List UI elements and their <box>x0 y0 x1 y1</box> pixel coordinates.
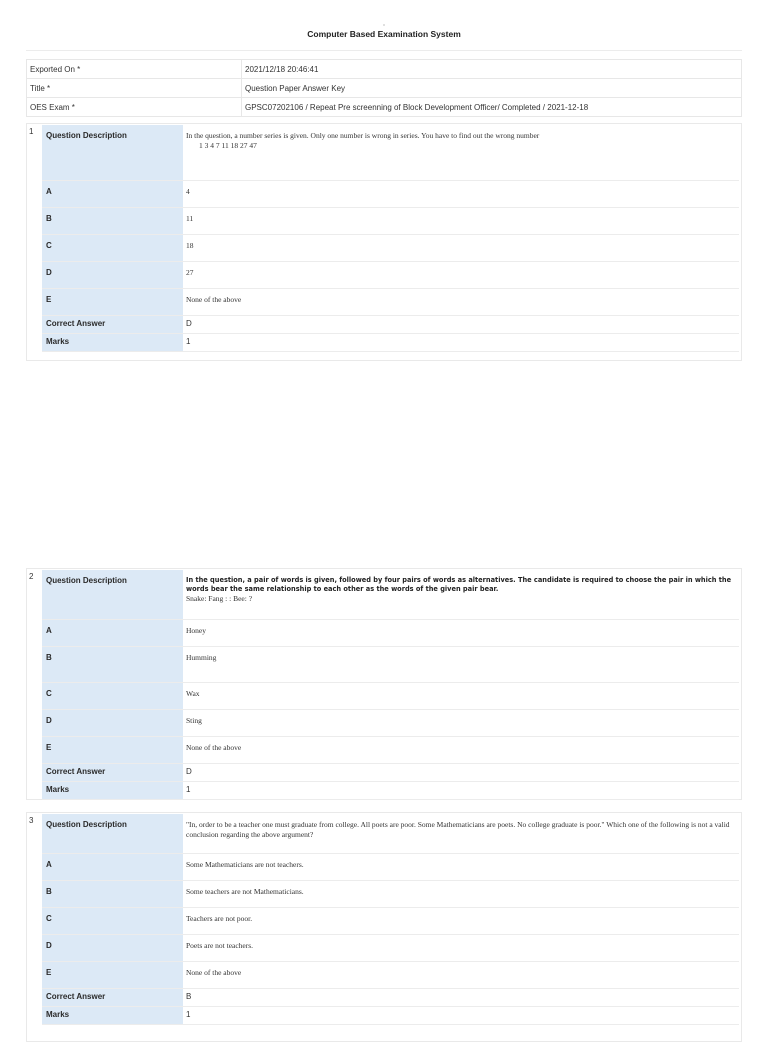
row-label: Marks <box>42 1007 183 1024</box>
row-label: D <box>42 935 183 961</box>
meta-value: GPSC07202106 / Repeat Pre screenning of Block Development Officer/ Completed / 2021-12-18 <box>242 98 742 117</box>
option-text: 18 <box>186 241 194 250</box>
option-text: Honey <box>186 626 206 635</box>
correct-answer-row <box>42 989 739 1007</box>
question-description-row <box>42 570 739 620</box>
row-label: Marks <box>42 334 183 351</box>
meta-row-oes-exam <box>27 98 742 117</box>
option-row-d <box>42 262 739 289</box>
option-text: 11 <box>186 214 194 223</box>
option-text: Humming <box>186 653 217 662</box>
meta-key: OES Exam * <box>27 98 242 117</box>
option-text: 27 <box>186 268 194 277</box>
export-meta-table <box>26 59 742 117</box>
question-text <box>183 570 739 619</box>
meta-row-exported-on <box>27 60 742 79</box>
row-label: Correct Answer <box>42 316 183 333</box>
row-label: C <box>42 908 183 934</box>
meta-row-title <box>27 79 742 98</box>
title-divider <box>26 50 742 51</box>
question-table <box>42 570 739 800</box>
marks-row <box>42 782 739 800</box>
row-label: C <box>42 235 183 261</box>
option-row-a <box>42 620 739 647</box>
correct-answer-value: D <box>186 319 192 328</box>
option-row-c <box>42 908 739 935</box>
option-text: 4 <box>186 187 190 196</box>
option-row-c <box>42 683 739 710</box>
option-text: Some Mathematicians are not teachers. <box>186 860 304 869</box>
marks-value: 1 <box>186 785 191 794</box>
row-label: A <box>42 620 183 646</box>
row-label: Marks <box>42 782 183 799</box>
question-number: 1 <box>29 127 34 136</box>
option-text: Some teachers are not Mathematicians. <box>186 887 304 896</box>
meta-value: 2021/12/18 20:46:41 <box>242 60 742 79</box>
row-label: Question Description <box>42 125 183 180</box>
question-table <box>42 814 739 1025</box>
row-label: D <box>42 262 183 288</box>
question-description-text: In the question, a pair of words is given, followed by four pairs of words as alternatives. The candidate is required to choose the pair in which the words bear the same relationship to each other as the words of the given pair bear. <box>186 576 732 593</box>
option-text: Poets are not teachers. <box>186 941 254 950</box>
row-label: E <box>42 289 183 315</box>
option-row-a <box>42 181 739 208</box>
option-text: Sting <box>186 716 202 725</box>
question-description-row <box>42 814 739 854</box>
row-label: D <box>42 710 183 736</box>
row-label: Correct Answer <box>42 989 183 1006</box>
option-text: None of the above <box>186 295 242 304</box>
correct-answer-value: B <box>186 992 192 1001</box>
question-text <box>183 125 739 180</box>
number-series: 1 3 4 7 11 18 27 47 <box>199 141 257 150</box>
marks-value: 1 <box>186 337 191 346</box>
question-description-text: "In, order to be a teacher one must graduate from college. All poets are poor. Some Mathematicians are poets. No college graduate is poor." Which one of the following is not a valid conclusion regarding the above argument? <box>186 820 730 839</box>
row-label: Correct Answer <box>42 764 183 781</box>
row-label: B <box>42 647 183 682</box>
option-row-e <box>42 289 739 316</box>
option-text: None of the above <box>186 968 242 977</box>
meta-key: Exported On * <box>27 60 242 79</box>
option-row-c <box>42 235 739 262</box>
question-number: 2 <box>29 572 34 581</box>
option-row-b <box>42 208 739 235</box>
correct-answer-row <box>42 764 739 782</box>
question-description-row <box>42 125 739 181</box>
question-number: 3 <box>29 816 34 825</box>
row-label: C <box>42 683 183 709</box>
marks-value: 1 <box>186 1010 191 1019</box>
question-block-1 <box>26 123 742 361</box>
row-label: Question Description <box>42 570 183 619</box>
option-row-a <box>42 854 739 881</box>
page-title: Computer Based Examination System <box>307 29 461 39</box>
option-text: Teachers are not poor. <box>186 914 253 923</box>
row-label: A <box>42 854 183 880</box>
row-label: Question Description <box>42 814 183 853</box>
option-row-d <box>42 710 739 737</box>
option-text: Wax <box>186 689 200 698</box>
option-text: None of the above <box>186 743 242 752</box>
row-label: E <box>42 737 183 763</box>
option-row-d <box>42 935 739 962</box>
marks-row <box>42 334 739 352</box>
meta-key: Title * <box>27 79 242 98</box>
row-label: A <box>42 181 183 207</box>
question-description-text: In the question, a number series is given. Only one number is wrong in series. You have to find out the wrong number <box>186 131 540 140</box>
option-row-b <box>42 881 739 908</box>
row-label: B <box>42 208 183 234</box>
marks-row <box>42 1007 739 1025</box>
correct-answer-value: D <box>186 767 192 776</box>
question-table <box>42 125 739 352</box>
page-marker-dot <box>383 24 385 26</box>
row-label: B <box>42 881 183 907</box>
option-row-e <box>42 737 739 764</box>
meta-value: Question Paper Answer Key <box>242 79 742 98</box>
analogy-pair: Snake: Fang : : Bee: ? <box>186 594 253 603</box>
correct-answer-row <box>42 316 739 334</box>
option-row-b <box>42 647 739 683</box>
question-block-3 <box>26 812 742 1042</box>
option-row-e <box>42 962 739 989</box>
question-block-2 <box>26 568 742 800</box>
row-label: E <box>42 962 183 988</box>
